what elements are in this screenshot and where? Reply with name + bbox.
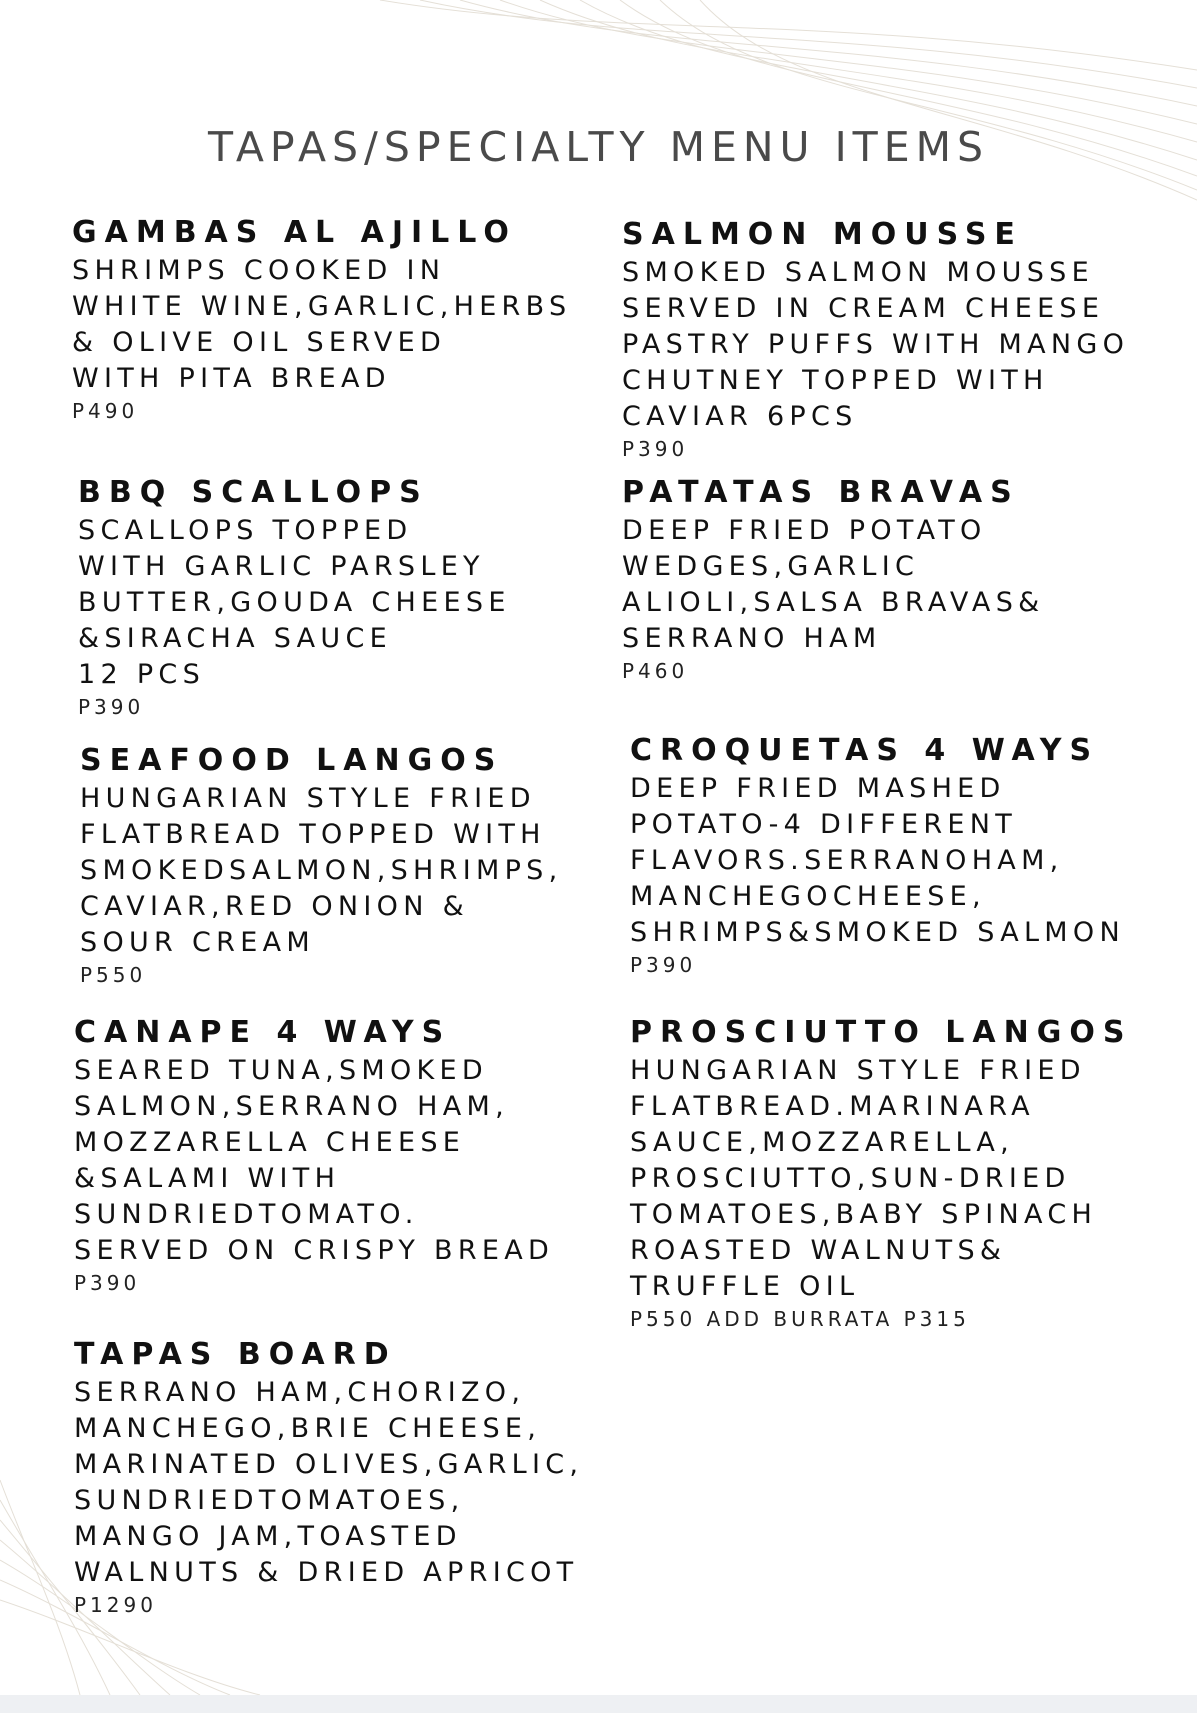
menu-item-gambas-al-ajillo	[72, 215, 592, 425]
menu-item-name: TAPAS BOARD	[74, 1337, 397, 1372]
menu-item-prosciutto-langos	[630, 1015, 1150, 1333]
menu-item-name: BBQ SCALLOPS	[78, 475, 429, 510]
menu-item-name: SALMON MOUSSE	[622, 217, 1023, 252]
menu-item-patatas-bravas	[622, 475, 1142, 685]
menu-item-seafood-langos	[80, 743, 600, 989]
menu-item-salmon-mousse	[622, 217, 1142, 463]
menu-item-description: DEEP FRIED MASHED POTATO-4 DIFFERENT FLAVORS.SERRANOHAM, MANCHEGOCHEESE, SHRIMPS&SMOKED SALMON	[630, 773, 1125, 948]
menu-item-price: P390	[622, 437, 689, 461]
menu-item-name: GAMBAS AL AJILLO	[72, 215, 517, 250]
menu-item-name: SEAFOOD LANGOS	[80, 743, 504, 778]
menu-item-price: P460	[622, 659, 689, 683]
menu-item-description: SCALLOPS TOPPED WITH GARLIC PARSLEY BUTTER,GOUDA CHEESE &SIRACHA SAUCE 12 PCS	[78, 515, 511, 690]
menu-title: TAPAS/SPECIALTY MENU ITEMS	[207, 123, 990, 171]
menu-item-price: P390	[630, 953, 697, 977]
menu-item-description: SERRANO HAM,CHORIZO, MANCHEGO,BRIE CHEESE, MARINATED OLIVES,GARLIC, SUNDRIEDTOMATOES, MANGO JAM,TOASTED WALNUTS & DRIED APRICOT	[74, 1377, 584, 1588]
menu-item-description: SMOKED SALMON MOUSSE SERVED IN CREAM CHEESE PASTRY PUFFS WITH MANGO CHUTNEY TOPPED WITH CAVIAR 6PCS	[622, 257, 1130, 432]
menu-item-price: P1290	[74, 1593, 157, 1617]
menu-item-name: PATATAS BRAVAS	[622, 475, 1020, 510]
menu-item-price: P490	[72, 399, 139, 423]
menu-item-name: CROQUETAS 4 WAYS	[630, 733, 1100, 768]
menu-item-description: HUNGARIAN STYLE FRIED FLATBREAD TOPPED WITH SMOKEDSALMON,SHRIMPS, CAVIAR,RED ONION & SOUR CREAM	[80, 783, 563, 958]
menu-item-price: P390	[78, 695, 145, 719]
menu-item-price: P390	[74, 1271, 141, 1295]
menu-item-name: CANAPE 4 WAYS	[74, 1015, 452, 1050]
menu-item-tapas-board	[74, 1337, 594, 1619]
menu-item-canape-4-ways	[74, 1015, 594, 1297]
menu-item-description: SHRIMPS COOKED IN WHITE WINE,GARLIC,HERBS & OLIVE OIL SERVED WITH PITA BREAD	[72, 255, 572, 394]
menu-item-bbq-scallops	[78, 475, 598, 721]
menu-item-price: P550 ADD BURRATA P315	[630, 1307, 970, 1331]
menu-item-name: PROSCIUTTO LANGOS	[630, 1015, 1133, 1050]
menu-item-description: SEARED TUNA,SMOKED SALMON,SERRANO HAM, MOZZARELLA CHEESE &SALAMI WITH SUNDRIEDTOMATO. SERVED ON CRISPY BREAD	[74, 1055, 555, 1266]
menu-item-price: P550	[80, 963, 147, 987]
menu-item-description: HUNGARIAN STYLE FRIED FLATBREAD.MARINARA SAUCE,MOZZARELLA, PROSCIUTTO,SUN-DRIED TOMATOES,BABY SPINACH ROASTED WALNUTS& TRUFFLE OIL	[630, 1055, 1098, 1302]
menu-item-croquetas-4-ways	[630, 733, 1150, 979]
menu-item-description: DEEP FRIED POTATO WEDGES,GARLIC ALIOLI,SALSA BRAVAS& SERRANO HAM	[622, 515, 1045, 654]
